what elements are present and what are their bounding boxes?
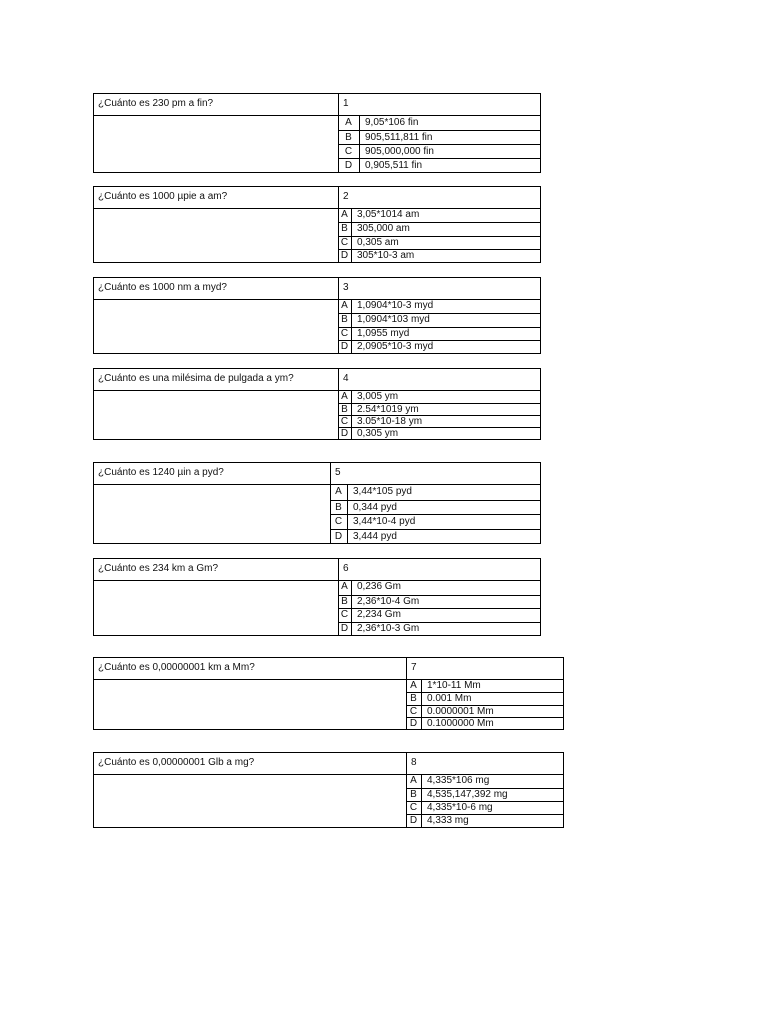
option-value: 1,0904*103 myd (357, 314, 430, 326)
option-letter: A (338, 300, 352, 313)
option-letter: C (338, 416, 352, 427)
option-row (338, 222, 540, 235)
option-letter: A (330, 485, 348, 500)
question-text: ¿Cuánto es una milésima de pulgada a ym? (98, 373, 294, 384)
option-value: 1,0955 myd (357, 327, 410, 339)
question-block (93, 657, 564, 730)
option-value: 2,36*10-4 Gm (357, 595, 420, 607)
option-letter: C (338, 237, 352, 249)
option-value: 3,444 pyd (353, 530, 397, 542)
option-row (338, 130, 540, 144)
option-value: 0,305 am (357, 236, 399, 248)
options-list (406, 775, 563, 827)
option-letter: D (338, 623, 352, 636)
option-letter: A (406, 680, 422, 692)
option-value: 0,905,511 fin (365, 160, 423, 171)
option-row (338, 144, 540, 158)
option-letter: B (338, 131, 360, 144)
option-value: 3,05*1014 am (357, 209, 420, 220)
question-block (93, 752, 564, 828)
option-value: 1,0904*10-3 myd (357, 300, 434, 311)
options-list (338, 300, 540, 353)
option-row (406, 705, 563, 717)
option-row (338, 236, 540, 249)
option-row (338, 581, 540, 595)
question-text: ¿Cuánto es 234 km a Gm? (98, 563, 219, 574)
option-letter: B (338, 314, 352, 326)
question-header-row (94, 658, 563, 680)
option-row (338, 415, 540, 427)
option-letter: B (406, 693, 422, 704)
option-value: 3.05*10-18 ym (357, 416, 423, 427)
option-row (338, 116, 540, 130)
option-letter: C (338, 145, 360, 158)
option-row (338, 608, 540, 622)
question-text: ¿Cuánto es 1240 µin a pyd? (98, 467, 224, 478)
option-row (406, 788, 563, 801)
option-letter: B (338, 223, 352, 235)
question-header-row (94, 278, 540, 300)
option-row (406, 775, 563, 788)
question-number: 3 (343, 282, 349, 293)
question-text: ¿Cuánto es 0,00000001 km a Mm? (98, 662, 255, 673)
option-value: 0,344 pyd (353, 501, 397, 513)
option-letter: C (338, 328, 352, 340)
question-header-row (94, 187, 540, 209)
option-value: 4,333 mg (427, 815, 469, 826)
option-value: 0.1000000 Mm (427, 717, 494, 729)
question-header-row (94, 369, 540, 391)
option-value: 3,44*105 pyd (353, 486, 412, 497)
option-row (406, 814, 563, 827)
question-number: 4 (343, 373, 349, 384)
question-number: 7 (411, 662, 417, 673)
option-letter: D (330, 530, 348, 544)
option-value: 0.0000001 Mm (427, 705, 494, 717)
option-row (406, 680, 563, 692)
question-block (93, 558, 541, 636)
option-letter: D (338, 159, 360, 172)
option-letter: B (338, 404, 352, 415)
option-letter: D (338, 341, 352, 353)
option-row (338, 403, 540, 415)
option-letter: A (338, 391, 352, 403)
question-block (93, 93, 541, 173)
option-row (330, 514, 540, 529)
option-row (406, 801, 563, 814)
question-number: 1 (343, 98, 349, 109)
option-letter: A (338, 209, 352, 222)
question-header-row (94, 753, 563, 775)
option-row (406, 717, 563, 729)
option-row (338, 595, 540, 609)
option-letter: B (406, 789, 422, 801)
question-text: ¿Cuánto es 1000 nm a myd? (98, 282, 227, 293)
option-letter: D (338, 250, 352, 262)
question-number: 8 (411, 757, 417, 768)
option-letter: B (330, 501, 348, 515)
option-value: 905,511,811 fin (365, 132, 433, 143)
option-letter: B (338, 596, 352, 609)
option-value: 2,234 Gm (357, 609, 401, 620)
question-block (93, 368, 541, 440)
option-row (330, 500, 540, 515)
option-row (338, 249, 540, 262)
option-value: 305,000 am (357, 223, 410, 235)
question-text: ¿Cuánto es 230 pm a fin? (98, 98, 214, 109)
option-value: 9,05*106 fin (365, 117, 419, 128)
question-header-row (94, 559, 540, 581)
option-letter: A (406, 775, 422, 788)
option-letter: D (338, 428, 352, 439)
options-list (338, 581, 540, 635)
option-value: 0.001 Mm (427, 693, 472, 705)
option-row (338, 622, 540, 636)
option-row (338, 313, 540, 326)
options-list (338, 209, 540, 262)
option-value: 0,305 ym (357, 428, 399, 439)
question-block (93, 186, 541, 263)
option-letter: D (406, 815, 422, 827)
option-value: 3,44*10-4 pyd (353, 516, 416, 527)
option-value: 2.54*1019 ym (357, 404, 419, 415)
option-value: 2,36*10-3 Gm (357, 622, 420, 634)
option-value: 2,0905*10-3 myd (357, 340, 434, 352)
option-letter: C (330, 515, 348, 529)
option-value: 4,335*106 mg (427, 775, 490, 786)
option-letter: C (338, 609, 352, 622)
options-list (406, 680, 563, 729)
question-block (93, 277, 541, 354)
options-list (338, 391, 540, 439)
option-value: 905,000,000 fin (365, 146, 434, 157)
option-value: 305*10-3 am (357, 249, 415, 261)
option-letter: A (338, 581, 352, 595)
option-letter: C (406, 802, 422, 814)
question-number: 6 (343, 563, 349, 574)
option-row (338, 327, 540, 340)
options-list (330, 485, 540, 543)
question-header-row (94, 463, 540, 485)
option-value: 1*10-11 Mm (427, 680, 481, 691)
options-list (338, 116, 540, 172)
option-row (338, 391, 540, 403)
question-number: 5 (335, 467, 341, 478)
option-row (406, 692, 563, 704)
option-row (338, 340, 540, 353)
question-header-row (94, 94, 540, 116)
option-value: 4,335*10-6 mg (427, 802, 493, 813)
option-row (338, 158, 540, 172)
option-value: 0,236 Gm (357, 581, 401, 592)
option-value: 3,005 ym (357, 391, 399, 402)
question-text: ¿Cuánto es 0,00000001 Glb a mg? (98, 757, 255, 768)
option-row (338, 300, 540, 313)
option-letter: D (406, 718, 422, 729)
option-letter: C (406, 706, 422, 717)
option-row (330, 485, 540, 500)
question-block (93, 462, 541, 544)
option-value: 4,535,147,392 mg (427, 789, 508, 800)
option-row (338, 209, 540, 222)
option-row (330, 529, 540, 544)
question-text: ¿Cuánto es 1000 µpie a am? (98, 191, 228, 202)
option-letter: A (338, 116, 360, 130)
option-row (338, 427, 540, 439)
question-number: 2 (343, 191, 349, 202)
